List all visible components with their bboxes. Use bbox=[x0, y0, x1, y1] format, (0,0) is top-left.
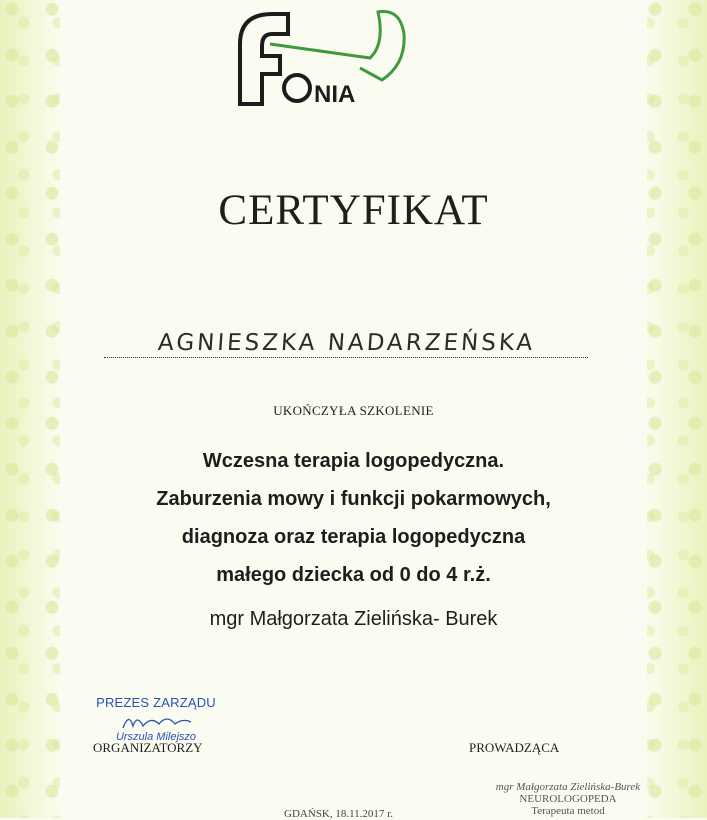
president-stamp bbox=[96, 695, 216, 743]
course-line: diagnoza oraz terapia logopedyczna bbox=[181, 526, 526, 548]
organizers-label: ORGANIZATORZY bbox=[93, 740, 203, 755]
place-date: GDAŃSK, 18.11.2017 r. bbox=[284, 808, 393, 820]
stamp-instructor-role: NEUROLOGOPEDA bbox=[519, 793, 617, 805]
course-title bbox=[0, 442, 707, 594]
fonia-logo bbox=[210, 4, 410, 108]
signature-president bbox=[101, 710, 211, 732]
completed-label: UKOŃCZYŁA SZKOLENIE bbox=[273, 403, 434, 418]
leader-label: PROWADZĄCA bbox=[469, 740, 560, 755]
stamp-title: PREZES ZARZĄDU bbox=[96, 695, 216, 710]
course-line: małego dziecka od 0 do 4 r.ż. bbox=[216, 564, 491, 586]
instructor-name: mgr Małgorzata Zielińska- Burek bbox=[209, 608, 498, 630]
recipient-name: AGNIESZKA NADARZEŃSKA bbox=[157, 330, 537, 356]
stamp-instructor-name: mgr Małgorzata Zielińska-Burek bbox=[495, 781, 641, 793]
svg-text:NIA: NIA bbox=[314, 81, 356, 108]
course-line: Zaburzenia mowy i funkcji pokarmowych, bbox=[156, 488, 551, 510]
stamp-name: Urszula Milejszo bbox=[115, 731, 197, 743]
certificate-title: CERTYFIKAT bbox=[218, 187, 489, 234]
instructor-stamp bbox=[488, 781, 648, 817]
course-line: Wczesna terapia logopedyczna. bbox=[202, 450, 505, 472]
stamp-instructor-sub: Terapeuta metod bbox=[531, 805, 605, 817]
